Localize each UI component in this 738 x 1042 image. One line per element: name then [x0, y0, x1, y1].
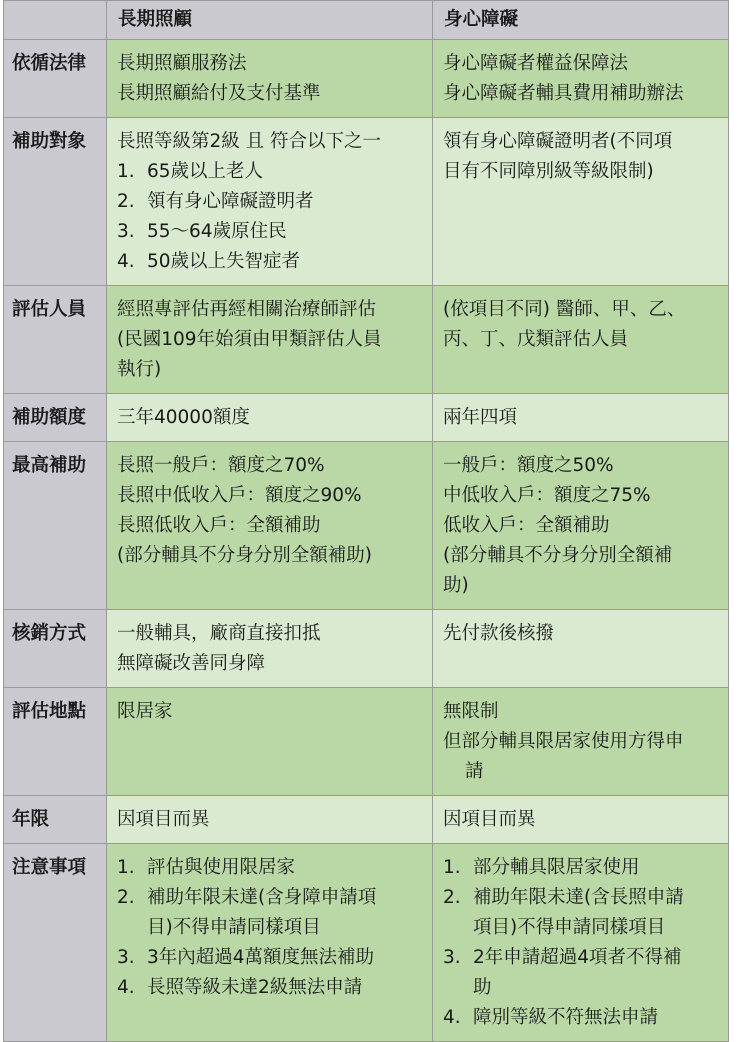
list-text: 領有身心障礙證明者	[147, 191, 314, 212]
cell-ltc	[107, 844, 433, 1042]
list-text: 65歲以上老人	[147, 161, 264, 182]
list-text: 項目)不得申請同樣項目	[473, 917, 666, 938]
cell-disability	[433, 688, 729, 796]
list-item	[443, 1003, 722, 1033]
cell-disability	[433, 844, 729, 1042]
header-corner	[4, 1, 107, 40]
cell-line: 長照低收入戶：全額補助	[117, 515, 321, 536]
list-text: 50歲以上失智症者	[147, 251, 301, 272]
list-item	[117, 853, 426, 883]
cell-disability	[433, 442, 729, 610]
row-legal-basis	[4, 40, 729, 118]
list-number: 3.	[117, 221, 135, 242]
cell-line: 經照專評估再經相關治療師評估	[117, 299, 377, 320]
row-assessors	[4, 286, 729, 394]
list-number: 2.	[117, 887, 135, 908]
cell-disability	[433, 40, 729, 118]
comparison-table	[3, 0, 729, 1042]
list-text: 評估與使用限居家	[147, 857, 296, 878]
row-label: 注意事項	[4, 844, 107, 1042]
list-text: 障別等級不符無法申請	[473, 1007, 659, 1028]
list-number: 2.	[117, 191, 135, 212]
cell-ltc	[107, 286, 433, 394]
row-label: 年限	[4, 796, 107, 844]
list-item	[117, 187, 426, 217]
row-subsidy-amount	[4, 394, 729, 442]
list-number: 2.	[443, 887, 461, 908]
list-text: 2年申請超過4項者不得補	[473, 947, 682, 968]
list-item	[117, 943, 426, 973]
cell-line: (部分輔具不分身分別全額補	[443, 545, 673, 566]
cell-line: 助)	[443, 575, 469, 596]
row-label: 補助額度	[4, 394, 107, 442]
cell-ltc	[107, 442, 433, 610]
header-row	[4, 1, 729, 40]
header-long-term-care: 長期照顧	[107, 1, 433, 40]
list-number: 4.	[443, 1007, 461, 1028]
cell-line: 領有身心障礙證明者(不同項	[443, 131, 673, 152]
cell-ltc	[107, 394, 433, 442]
cell-line: 執行)	[117, 359, 162, 380]
cell-line: (依項目不同) 醫師、甲、乙、	[443, 299, 686, 320]
cell-line: 中低收入戶：額度之75%	[443, 485, 651, 506]
cell-line: 丙、丁、戊類評估人員	[443, 329, 629, 350]
row-label: 依循法律	[4, 40, 107, 118]
row-eligibility	[4, 118, 729, 286]
list-number: 1.	[117, 857, 135, 878]
list-text: 目)不得申請同樣項目	[147, 917, 321, 938]
row-max-subsidy	[4, 442, 729, 610]
list-number: 4.	[117, 977, 135, 998]
list-item	[443, 883, 722, 943]
cell-disability	[433, 796, 729, 844]
row-assessment-location	[4, 688, 729, 796]
list-text: 55～64歲原住民	[147, 221, 287, 242]
list-text: 長照等級未達2級無法申請	[147, 977, 363, 998]
cell-line: 長照等級第2級 且 符合以下之一	[117, 131, 382, 152]
list-item	[443, 943, 722, 1003]
cell-line: 低收入戶：全額補助	[443, 515, 610, 536]
list-number: 3.	[443, 947, 461, 968]
cell-line: 因項目而異	[443, 809, 536, 830]
list-number: 4.	[117, 251, 135, 272]
row-label: 核銷方式	[4, 610, 107, 688]
cell-line: 因項目而異	[117, 809, 210, 830]
cell-line: 身心障礙者權益保障法	[443, 53, 629, 74]
cell-line: (部分輔具不分身分別全額補助)	[117, 545, 372, 566]
cell-line: 但部分輔具限居家使用方得申	[443, 731, 684, 752]
row-notes	[4, 844, 729, 1042]
cell-line: 目有不同障別級等級限制)	[443, 161, 654, 182]
list-text: 3年內超過4萬額度無法補助	[147, 947, 375, 968]
cell-line: 長照中低收入戶：額度之90%	[117, 485, 362, 506]
list-item	[117, 883, 426, 943]
cell-ltc	[107, 688, 433, 796]
row-label: 評估地點	[4, 688, 107, 796]
list-text: 助	[473, 977, 492, 998]
list-text: 補助年限未達(含長照申請	[473, 887, 684, 908]
cell-ltc	[107, 796, 433, 844]
cell-disability	[433, 394, 729, 442]
cell-line: 請	[465, 761, 484, 782]
cell-ltc	[107, 610, 433, 688]
cell-line: 一般戶：額度之50%	[443, 455, 614, 476]
cell-line: 無限制	[443, 701, 499, 722]
row-label: 補助對象	[4, 118, 107, 286]
cell-line: 限居家	[117, 701, 173, 722]
cell-line: 身心障礙者輔具費用補助辦法	[443, 83, 684, 104]
list-text: 補助年限未達(含身障申請項	[147, 887, 377, 908]
cell-line: 一般輔具，廠商直接扣抵	[117, 623, 321, 644]
list-text: 部分輔具限居家使用	[473, 857, 640, 878]
cell-line: 長期照顧給付及支付基準	[117, 83, 321, 104]
list-item	[117, 247, 426, 277]
list-item	[117, 973, 426, 1003]
row-label: 最高補助	[4, 442, 107, 610]
list-item	[117, 217, 426, 247]
cell-line: 兩年四項	[443, 407, 518, 428]
row-label: 評估人員	[4, 286, 107, 394]
list-number: 1.	[117, 161, 135, 182]
row-time-limit	[4, 796, 729, 844]
cell-line: 無障礙改善同身障	[117, 653, 266, 674]
cell-disability	[433, 286, 729, 394]
cell-line: 三年40000額度	[117, 407, 250, 428]
list-number: 1.	[443, 857, 461, 878]
cell-line: 先付款後核撥	[443, 623, 555, 644]
cell-disability	[433, 118, 729, 286]
cell-line: (民國109年始須由甲類評估人員	[117, 329, 382, 350]
list-item	[117, 157, 426, 187]
cell-disability	[433, 610, 729, 688]
header-disability: 身心障礙	[433, 1, 729, 40]
cell-line: 長照一般戶：額度之70%	[117, 455, 325, 476]
list-item	[443, 853, 722, 883]
list-number: 3.	[117, 947, 135, 968]
cell-ltc	[107, 118, 433, 286]
row-reimbursement	[4, 610, 729, 688]
cell-line: 長期照顧服務法	[117, 53, 247, 74]
cell-ltc	[107, 40, 433, 118]
